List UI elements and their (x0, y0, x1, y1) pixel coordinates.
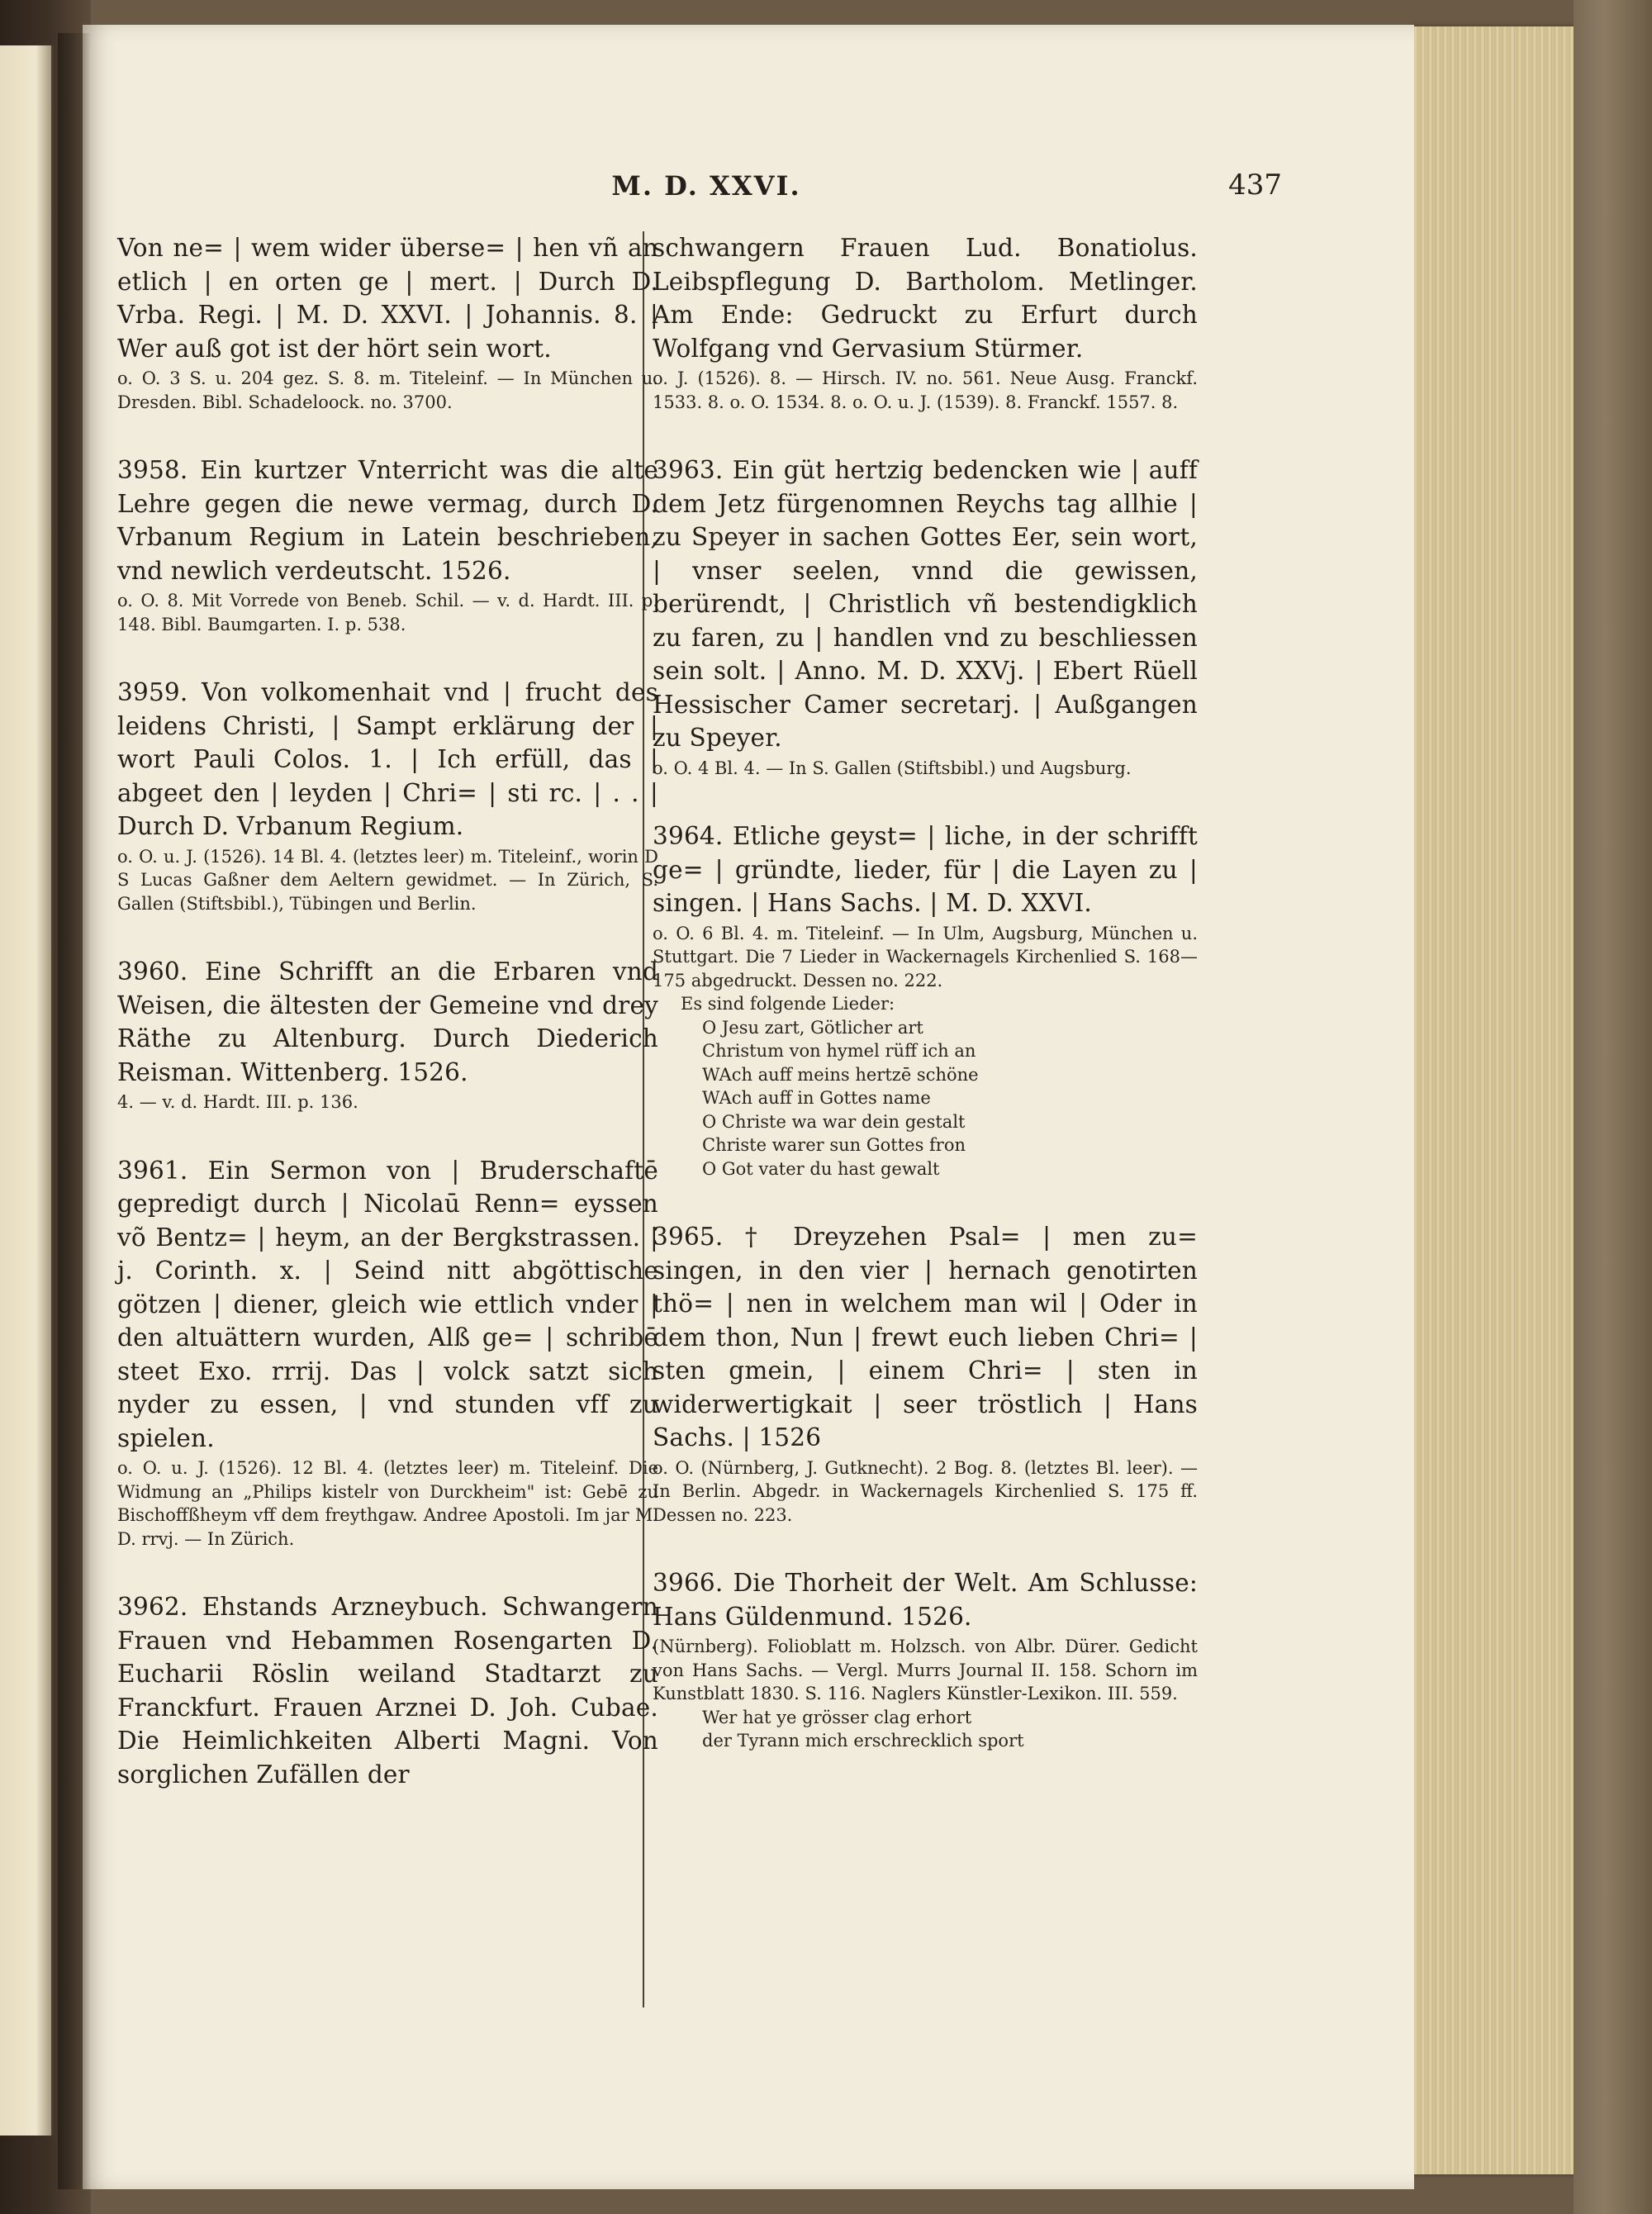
page-number: 437 (1228, 169, 1282, 202)
entry-text: 3966. Die Thorheit der Welt. Am Schlusse: Hans Güldenmund. 1526. (653, 1569, 1198, 1631)
entry-text: 3962. Ehstands Arzneybuch. Schwangern Frauen vnd Hebammen Rosengarten D. Eucharii Röslin weiland Stadtarzt zu Franckfurt. Frauen Arznei D. Joh. Cubae. Die Heimlichkeiten Alberti Magni. Von sorglichen Zufällen der (117, 1593, 658, 1789)
page-header (83, 149, 1414, 202)
book-page (83, 25, 1414, 2189)
entry-note: o. O. 8. Mit Vorrede von Beneb. Schil. — v. d. Hardt. III. p. 148. Bibl. Baumgarten. I. p. 538. (117, 591, 658, 634)
entry-3958 (117, 454, 658, 636)
entry-note: o. O. u. J. (1526). 12 Bl. 4. (letztes leer) m. Titeleinf. Die Widmung an „Philips kistelr von Durckheim" ist: Gebē zu Bischoffßheym vff dem freythgaw. Andree Apostoli. Im jar M. D. rrvj. — In Zürich. (117, 1458, 658, 1549)
list-item: O Jesu zart, Götlicher art (702, 1017, 923, 1038)
entry-note: (Nürnberg). Folioblatt m. Holzsch. von Albr. Dürer. Gedicht von Hans Sachs. — Vergl. Murrs Journal II. 158. Schorn im Kunstblatt 1830. S. 116. Naglers Künstler-Lexikon. III. 559. (653, 1637, 1198, 1703)
entry-note: o. J. (1526). 8. — Hirsch. IV. no. 561. Neue Ausg. Franckf. 1533. 8. o. O. 1534. 8. o. O. u. J. (1539). 8. Franckf. 1557. 8. (653, 368, 1198, 412)
entry-text: 3964. Etliche geyst= | liche, in der schrifft ge= | gründte, lieder, für | die Layen zu | singen. | Hans Sachs. | M. D. XXVI. (653, 822, 1198, 917)
entry-continuation (117, 231, 658, 414)
entry-3965 (653, 1220, 1198, 1527)
entry-text: 3963. Ein güt hertzig bedencken wie | auff dem Jetz fürgenomnen Reychs tag allhie | zu Speyer in sachen Gottes Eer, sein wort, | vnser seelen, vnnd die gewissen, berürendt, | Christlich vñ bestendigklich zu faren, zu | handlen vnd zu beschliessen sein solt. | Anno. M. D. XXVj. | Ebert Rüell Hessischer Camer secretarj. | Außgangen zu Speyer. (653, 456, 1198, 752)
entry-note: o. O. 6 Bl. 4. m. Titeleinf. — In Ulm, Augsburg, München u. Stuttgart. Die 7 Lieder in Wackernagels Kirchenlied S. 168—175 abgedruckt. Dessen no. 222. (653, 923, 1198, 991)
verse-lines (702, 1706, 1198, 1753)
entry-note: o. O. (Nürnberg, J. Gutknecht). 2 Bog. 8. (letztes Bl. leer). — In Berlin. Abgedr. in Wackernagels Kirchenlied S. 175 ff. Dessen no. 223. (653, 1457, 1198, 1525)
list-item: Christum von hymel rüff ich an (702, 1041, 976, 1061)
entry-text: 3960. Eine Schrifft an die Erbaren vnd Weisen, die ältesten der Gemeine vnd drey Räthe zu Altenburg. Durch Diederich Reisman. Wittenberg. 1526. (117, 957, 658, 1086)
right-column (653, 231, 1198, 1765)
list-item: der Tyrann mich erschrecklich sport (702, 1731, 1024, 1751)
running-title: M. D. XXVI. (611, 170, 801, 202)
list-item: O Got vater du hast gewalt (702, 1158, 940, 1179)
entry-continuation (653, 231, 1198, 414)
page-stack-edge (1411, 26, 1576, 2174)
entry-3959 (117, 676, 658, 915)
gutter-shadow (58, 33, 91, 2189)
entry-3960 (117, 955, 658, 1114)
entry-text: schwangern Frauen Lud. Bonatiolus. Leibspflegung D. Bartholom. Metlinger. Am Ende: Gedruckt zu Erfurt durch Wolfgang vnd Gervasium Stürmer. (653, 234, 1198, 363)
entry-3963 (653, 454, 1198, 780)
previous-page-edge (0, 45, 54, 2136)
entry-text: Von ne= | wem wider überse= | hen vñ an etlich | en orten ge | mert. | Durch D. Vrba. Regi. | M. D. XXVI. | Johannis. 8. | Wer auß got ist der hört sein wort. (117, 234, 658, 363)
entry-note: o. O. 3 S. u. 204 gez. S. 8. m. Titeleinf. — In München u. Dresden. Bibl. Schadeloock. no. 3700. (117, 368, 658, 412)
list-item: O Christe wa war dein gestalt (702, 1111, 966, 1132)
entry-text: 3961. Ein Sermon von | Bruderschaftē gepredigt durch | Nicolaū Renn= eyssen võ Bentz= | heym, an der Bergkstrassen. | j. Corinth. x. | Seind nitt abgöttische götzen | diener, gleich wie ettlich vnder | den altuättern wurden, Alß ge= | schribē steet Exo. rrrij. Das | volck satzt sich nyder zu essen, | vnd stunden vff zu spielen. (117, 1156, 658, 1452)
song-list (702, 1016, 1198, 1181)
entry-3964 (653, 820, 1198, 1181)
entry-note: o. O. u. J. (1526). 14 Bl. 4. (letztes leer) m. Titeleinf., worin D S Lucas Gaßner dem Aeltern gewidmet. — In Zürich, S. Gallen (Stiftsbibl.), Tübingen und Berlin. (117, 846, 658, 914)
entry-3966 (653, 1566, 1198, 1753)
entry-text: 3965. † Dreyzehen Psal= | men zu= singen, in den vier | hernach genotirten thö= | nen in welchem man wil | Oder in dem thon, Nun | frewt euch lieben Chri= | sten gmein, | einem Chri= | sten in widerwertigkait | seer tröstlich | Hans Sachs. | 1526 (653, 1223, 1198, 1451)
entry-3962 (117, 1590, 658, 1791)
entry-note: 4. — v. d. Hardt. III. p. 136. (117, 1092, 358, 1112)
list-item: Christe warer sun Gottes fron (702, 1135, 966, 1155)
entry-note: o. O. 4 Bl. 4. — In S. Gallen (Stiftsbibl.) und Augsburg. (653, 758, 1132, 778)
entry-text: 3959. Von volkomenhait vnd | frucht des leidens Christi, | Sampt erklärung der | wort Pauli Colos. 1. | Ich erfüll, das | abgeet den | leyden | Chri= | sti rc. | . . | Durch D. Vrbanum Regium. (117, 678, 658, 840)
song-list-intro: Es sind folgende Lieder: (681, 994, 895, 1014)
background-right (1574, 0, 1652, 2214)
left-column (117, 231, 658, 1803)
list-item: WAch auff meins hertzē schöne (702, 1064, 979, 1085)
list-item: WAch auff in Gottes name (702, 1088, 931, 1108)
entry-text: 3958. Ein kurtzer Vnterricht was die alte Lehre gegen die newe vermag, durch D. Vrbanum Regium in Latein beschrieben, vnd newlich verdeutscht. 1526. (117, 456, 658, 585)
entry-3961 (117, 1154, 658, 1551)
list-item: Wer hat ye grösser clag erhort (702, 1707, 972, 1727)
